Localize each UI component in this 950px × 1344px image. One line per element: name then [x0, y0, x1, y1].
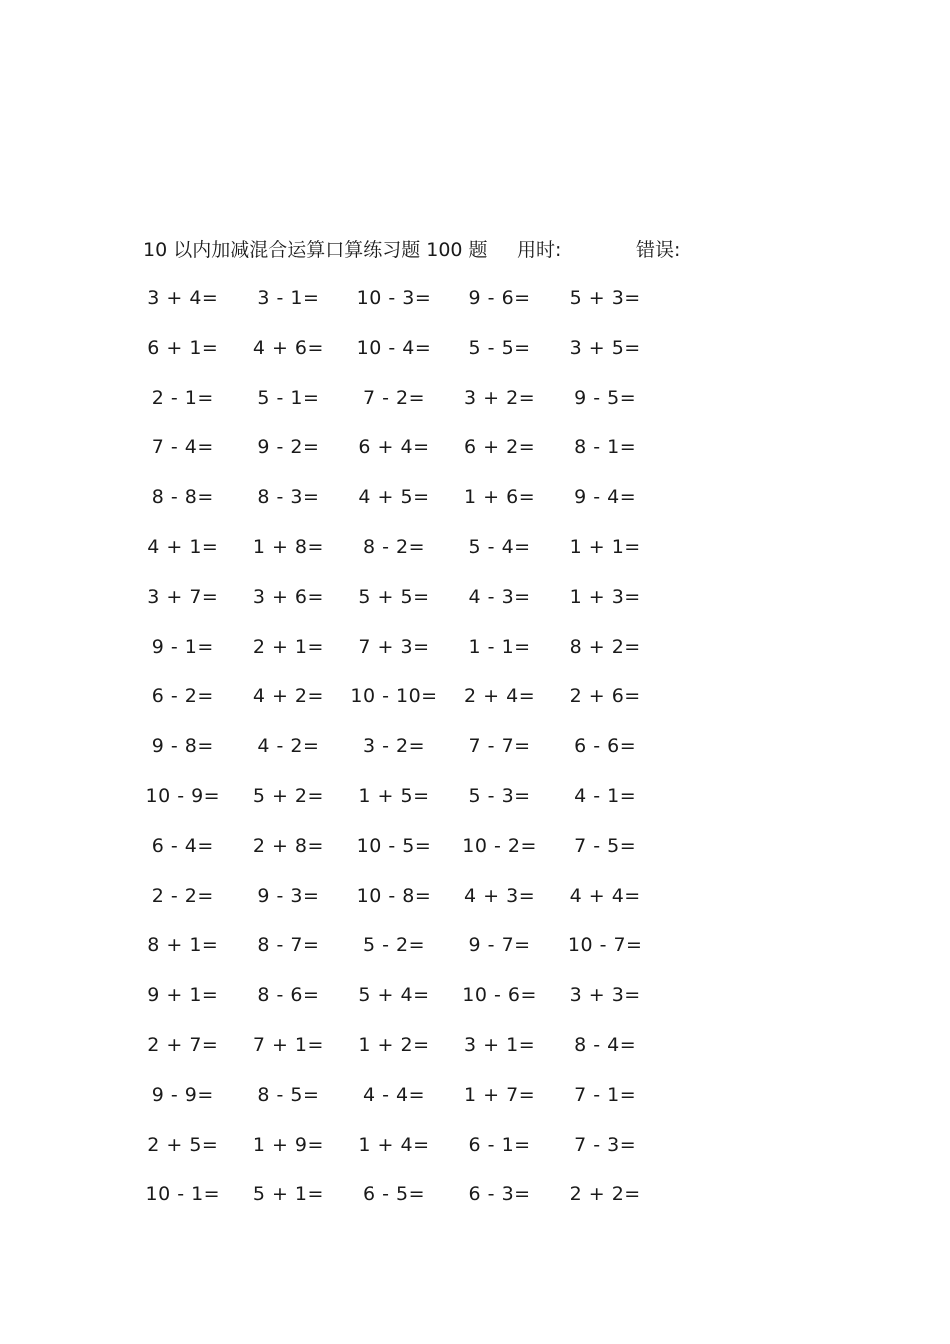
math-problem: 2 + 1= [252, 635, 324, 658]
math-problem: 9 - 6= [468, 287, 531, 309]
math-problem: 5 - 5= [468, 336, 531, 359]
math-problem: 1 + 6= [464, 486, 536, 509]
math-problem: 8 - 3= [257, 486, 320, 509]
problem-grid [130, 283, 660, 1229]
math-problem: 4 + 6= [252, 336, 324, 359]
problem-row [130, 1179, 660, 1229]
math-problem: 7 + 3= [358, 635, 430, 658]
math-problem: 3 + 1= [464, 1033, 536, 1056]
math-problem: 7 + 1= [252, 1033, 324, 1056]
math-problem: 10 - 7= [567, 934, 643, 957]
math-problem: 4 - 2= [257, 735, 320, 758]
problem-row [130, 731, 660, 781]
math-problem: 4 + 4= [569, 884, 641, 907]
math-problem: 8 + 1= [147, 934, 219, 957]
math-problem: 9 + 1= [147, 984, 219, 1007]
math-problem: 5 - 1= [257, 386, 320, 409]
math-problem: 6 - 3= [468, 1183, 531, 1206]
math-problem: 2 + 6= [569, 685, 641, 708]
math-problem: 2 + 7= [147, 1033, 219, 1056]
math-problem: 1 + 5= [358, 784, 430, 807]
math-problem: 1 + 7= [464, 1083, 536, 1106]
math-problem: 10 - 4= [356, 336, 432, 359]
math-problem: 7 - 7= [468, 735, 531, 758]
math-problem: 4 + 5= [358, 486, 430, 509]
math-problem: 4 - 4= [362, 1083, 425, 1106]
math-problem: 9 - 2= [257, 436, 320, 459]
math-problem: 10 - 10= [350, 685, 438, 708]
math-problem: 4 + 1= [147, 535, 219, 558]
math-problem: 1 + 1= [569, 535, 641, 558]
math-problem: 9 - 3= [257, 884, 320, 907]
math-problem: 1 + 3= [569, 585, 641, 608]
worksheet-header [143, 236, 763, 264]
math-problem: 9 - 1= [151, 635, 214, 658]
problem-row [130, 930, 660, 980]
math-problem: 1 + 9= [252, 1133, 324, 1156]
math-problem: 9 - 5= [574, 386, 637, 409]
math-problem: 5 + 1= [252, 1183, 324, 1206]
math-problem: 3 + 5= [569, 336, 641, 359]
worksheet-title: 10 以内加减混合运算口算练习题 100 题 [143, 239, 488, 261]
problem-row [130, 881, 660, 931]
math-problem: 8 + 2= [569, 635, 641, 658]
math-problem: 6 - 6= [574, 735, 637, 758]
math-problem: 2 + 8= [252, 834, 324, 857]
math-problem: 3 - 2= [362, 735, 425, 758]
math-problem: 10 - 1= [145, 1183, 221, 1206]
math-problem: 6 + 2= [464, 436, 536, 459]
math-problem: 4 + 3= [464, 884, 536, 907]
math-problem: 10 - 9= [145, 784, 221, 807]
math-problem: 8 - 7= [257, 934, 320, 957]
problem-row [130, 432, 660, 482]
time-label: 用时: [517, 239, 562, 261]
math-problem: 2 - 2= [151, 884, 214, 907]
math-problem: 5 - 3= [468, 784, 531, 807]
math-problem: 9 - 9= [151, 1083, 214, 1106]
problem-row [130, 582, 660, 632]
math-problem: 3 + 4= [147, 287, 219, 309]
math-problem: 6 - 5= [362, 1183, 425, 1206]
problem-row [130, 532, 660, 582]
math-problem: 8 - 6= [257, 984, 320, 1007]
math-problem: 9 - 7= [468, 934, 531, 957]
math-problem: 6 - 1= [468, 1133, 531, 1156]
math-problem: 9 - 8= [151, 735, 214, 758]
math-problem: 6 - 2= [151, 685, 214, 708]
math-problem: 2 + 2= [569, 1183, 641, 1206]
math-problem: 8 - 8= [151, 486, 214, 509]
math-problem: 7 - 3= [574, 1133, 637, 1156]
problem-row [130, 632, 660, 682]
math-problem: 3 + 2= [464, 386, 536, 409]
math-problem: 4 + 2= [252, 685, 324, 708]
math-problem: 10 - 5= [356, 834, 432, 857]
math-problem: 5 + 5= [358, 585, 430, 608]
math-problem: 8 - 2= [362, 535, 425, 558]
math-problem: 1 - 1= [468, 635, 531, 658]
math-problem: 7 - 1= [574, 1083, 637, 1106]
problem-row [130, 482, 660, 532]
math-problem: 8 - 4= [574, 1033, 637, 1056]
math-problem: 1 + 8= [252, 535, 324, 558]
math-problem: 7 - 4= [151, 436, 214, 459]
math-problem: 3 + 6= [252, 585, 324, 608]
math-problem: 10 - 3= [356, 287, 432, 309]
math-problem: 6 + 4= [358, 436, 430, 459]
errors-label: 错误: [636, 239, 681, 261]
math-problem: 7 - 5= [574, 834, 637, 857]
math-problem: 5 + 4= [358, 984, 430, 1007]
math-problem: 10 - 8= [356, 884, 432, 907]
problem-row [130, 283, 660, 333]
problem-row [130, 1130, 660, 1180]
math-problem: 6 - 4= [151, 834, 214, 857]
problem-row [130, 781, 660, 831]
problem-row [130, 333, 660, 383]
problem-row [130, 831, 660, 881]
math-problem: 5 + 2= [252, 784, 324, 807]
math-problem: 3 - 1= [257, 287, 320, 309]
math-problem: 7 - 2= [362, 386, 425, 409]
problem-row [130, 1080, 660, 1130]
math-problem: 8 - 5= [257, 1083, 320, 1106]
problem-row [130, 383, 660, 433]
problem-row [130, 1030, 660, 1080]
math-problem: 1 + 2= [358, 1033, 430, 1056]
math-problem: 2 - 1= [151, 386, 214, 409]
math-problem: 5 + 3= [569, 287, 641, 309]
problem-row [130, 681, 660, 731]
math-problem: 5 - 2= [362, 934, 425, 957]
math-problem: 8 - 1= [574, 436, 637, 459]
math-problem: 10 - 6= [462, 984, 537, 1007]
math-problem: 2 + 5= [147, 1133, 219, 1156]
math-problem: 5 - 4= [468, 535, 531, 558]
math-problem: 4 - 1= [574, 784, 637, 807]
math-problem: 3 + 3= [569, 984, 641, 1007]
math-problem: 10 - 2= [462, 834, 537, 857]
problem-row [130, 980, 660, 1030]
math-problem: 6 + 1= [147, 336, 219, 359]
math-problem: 4 - 3= [468, 585, 531, 608]
math-problem: 9 - 4= [574, 486, 637, 509]
math-problem: 3 + 7= [147, 585, 219, 608]
math-problem: 2 + 4= [464, 685, 536, 708]
math-problem: 1 + 4= [358, 1133, 430, 1156]
